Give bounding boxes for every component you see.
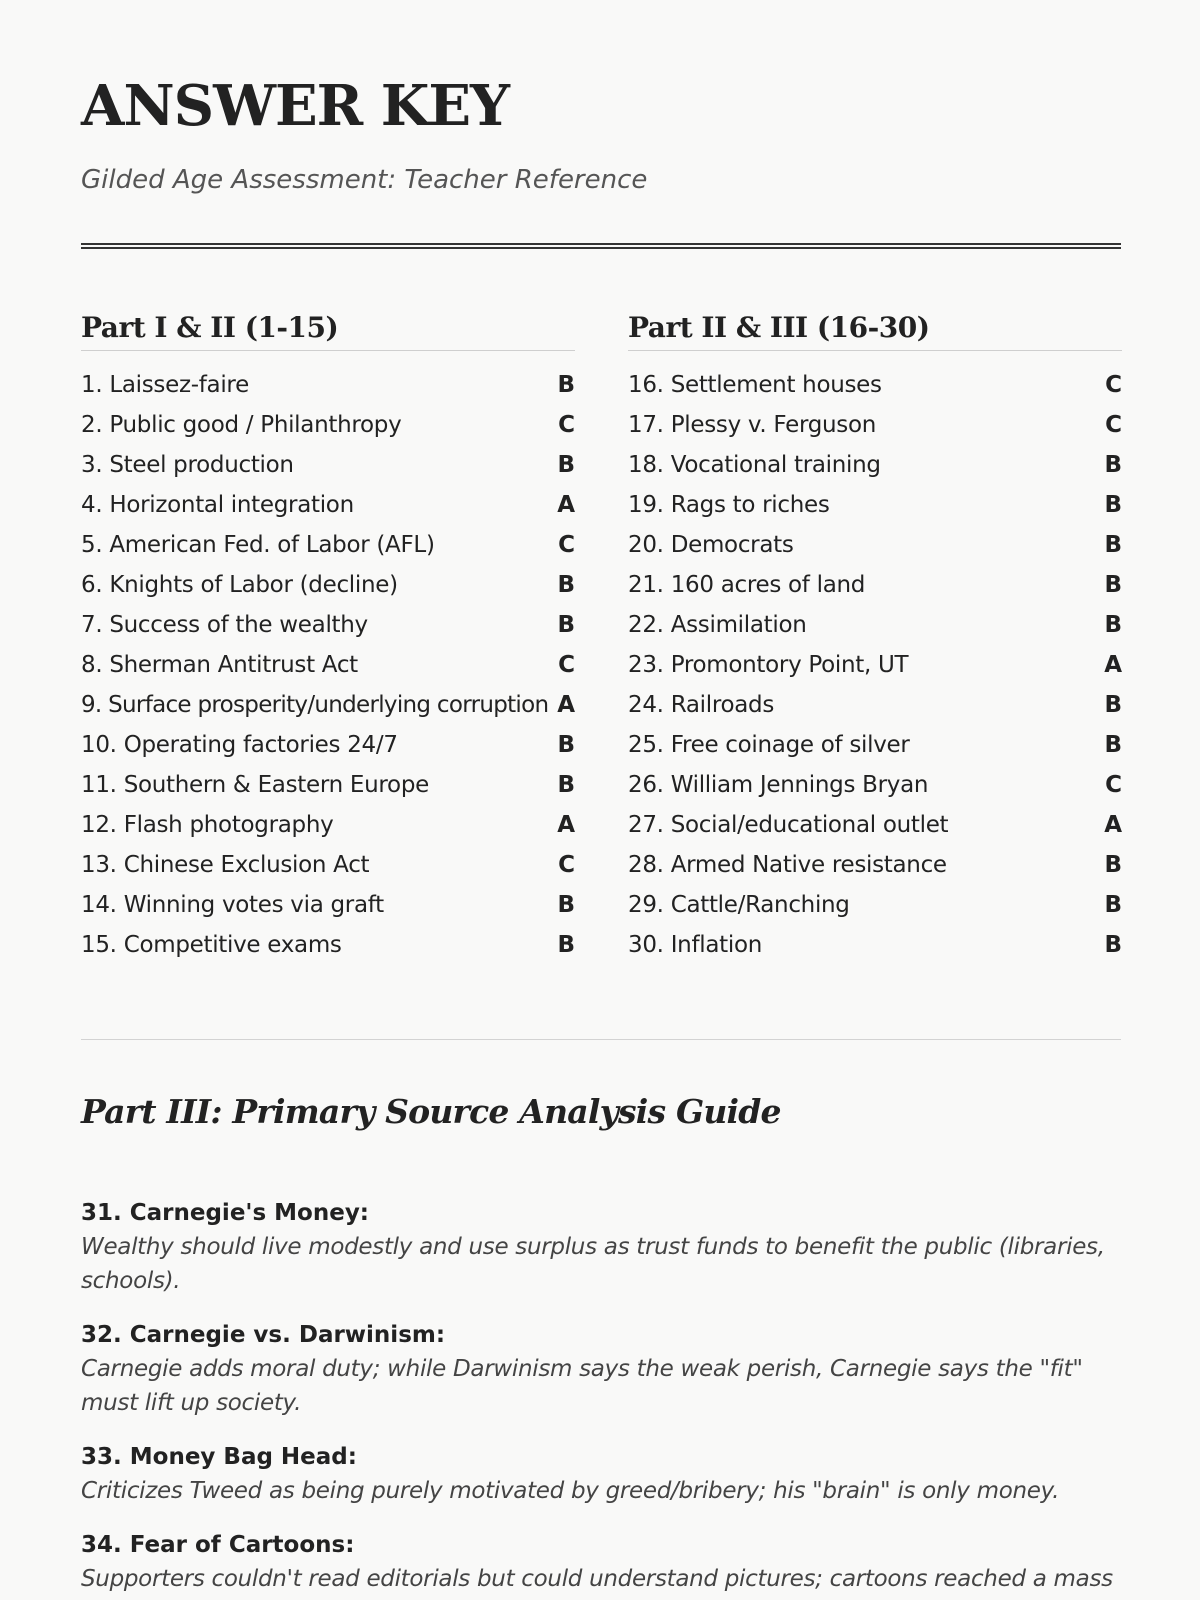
answer-row (81, 805, 575, 845)
guide-item-answer: Carnegie adds moral duty; while Darwinism says the weak perish, Carnegie says the "fit" must lift up society. (81, 1356, 1083, 1416)
answer-question: 2. Public good / Philanthropy (81, 412, 402, 438)
answer-letter: A (1104, 812, 1122, 838)
answer-letter: C (558, 412, 575, 438)
answer-row (628, 925, 1122, 965)
answer-row (628, 805, 1122, 845)
answer-question: 19. Rags to riches (628, 492, 830, 518)
answer-letter: B (1104, 612, 1122, 638)
answer-list (81, 365, 575, 965)
answer-row (628, 725, 1122, 765)
answer-letter: B (557, 612, 575, 638)
answer-letter: B (1104, 852, 1122, 878)
answer-row (628, 565, 1122, 605)
answer-letter: C (558, 532, 575, 558)
answer-row (628, 765, 1122, 805)
guide-item-heading: 34. Fear of Cartoons: (81, 1532, 355, 1558)
answer-letter: B (1104, 572, 1122, 598)
answer-question: 5. American Fed. of Labor (AFL) (81, 532, 435, 558)
answer-row (628, 645, 1122, 685)
guide-item-answer: Criticizes Tweed as being purely motivated by greed/bribery; his "brain" is only money. (81, 1478, 1060, 1504)
answer-question: 21. 160 acres of land (628, 572, 866, 598)
answer-letter: B (557, 932, 575, 958)
answer-question: 11. Southern & Eastern Europe (81, 772, 429, 798)
answer-letter: C (1105, 412, 1122, 438)
section-title: Part III: Primary Source Analysis Guide (81, 1092, 781, 1131)
answer-letter: B (1104, 692, 1122, 718)
answer-question: 23. Promontory Point, UT (628, 652, 909, 678)
answers-column-left (81, 306, 575, 965)
answer-letter: B (557, 772, 575, 798)
guide-item (81, 1440, 1121, 1508)
answer-row (628, 885, 1122, 925)
answer-question: 16. Settlement houses (628, 372, 882, 398)
answer-row (81, 365, 575, 405)
answer-letter: C (558, 652, 575, 678)
answer-letter: C (558, 852, 575, 878)
answers-column-right (628, 306, 1122, 965)
answer-row (628, 445, 1122, 485)
answer-row (628, 485, 1122, 525)
answer-letter: C (1105, 772, 1122, 798)
answer-row (81, 525, 575, 565)
answer-letter: C (1105, 372, 1122, 398)
guide-item-answer: Supporters couldn't read editorials but could understand pictures; cartoons reached a mass (81, 1566, 1113, 1592)
answer-letter: A (557, 692, 575, 718)
answer-question: 8. Sherman Antitrust Act (81, 652, 358, 678)
answer-question: 27. Social/educational outlet (628, 812, 949, 838)
answer-question: 15. Competitive exams (81, 932, 342, 958)
answer-question: 14. Winning votes via graft (81, 892, 384, 918)
answer-question: 26. William Jennings Bryan (628, 772, 929, 798)
section-divider (81, 1039, 1121, 1040)
answer-letter: B (1104, 932, 1122, 958)
answer-letter: B (1104, 532, 1122, 558)
answer-letter: B (1104, 892, 1122, 918)
answer-row (81, 645, 575, 685)
answer-row (81, 445, 575, 485)
page-subtitle: Gilded Age Assessment: Teacher Reference (81, 165, 648, 195)
answer-row (81, 765, 575, 805)
answer-letter: B (1104, 452, 1122, 478)
answer-row (628, 525, 1122, 565)
answer-letter: A (1104, 652, 1122, 678)
answer-question: 7. Success of the wealthy (81, 612, 368, 638)
answer-question: 4. Horizontal integration (81, 492, 354, 518)
answer-letter: B (557, 572, 575, 598)
answer-row (81, 685, 575, 725)
answer-list (628, 365, 1122, 965)
header-divider (81, 243, 1121, 249)
guide-item-heading: 31. Carnegie's Money: (81, 1200, 370, 1226)
answer-row (81, 885, 575, 925)
answer-letter: B (557, 732, 575, 758)
answer-letter: B (1104, 492, 1122, 518)
guide-item-answer: Wealthy should live modestly and use surplus as trust funds to benefit the public (libraries, schools). (81, 1234, 1105, 1294)
answer-question: 3. Steel production (81, 452, 294, 478)
answer-question: 6. Knights of Labor (decline) (81, 572, 398, 598)
answer-row (628, 685, 1122, 725)
page-title: ANSWER KEY (81, 73, 510, 139)
guide-item (81, 1196, 1121, 1298)
answer-row (81, 565, 575, 605)
column-heading: Part II & III (16-30) (628, 306, 1122, 351)
answer-letter: B (557, 452, 575, 478)
answer-row (81, 925, 575, 965)
answer-row (628, 405, 1122, 445)
answer-letter: B (557, 892, 575, 918)
analysis-guide (81, 1196, 1121, 1600)
answer-question: 30. Inflation (628, 932, 762, 958)
guide-item (81, 1528, 1121, 1596)
answer-row (81, 605, 575, 645)
answer-question: 20. Democrats (628, 532, 794, 558)
column-heading: Part I & II (1-15) (81, 306, 575, 351)
answer-question: 25. Free coinage of silver (628, 732, 910, 758)
answer-row (81, 405, 575, 445)
answer-question: 13. Chinese Exclusion Act (81, 852, 370, 878)
answer-letter: B (557, 372, 575, 398)
answer-question: 10. Operating factories 24/7 (81, 732, 398, 758)
guide-item-heading: 33. Money Bag Head: (81, 1444, 357, 1470)
answer-letter: A (557, 492, 575, 518)
guide-item (81, 1318, 1121, 1420)
guide-item-heading: 32. Carnegie vs. Darwinism: (81, 1322, 446, 1348)
answer-letter: A (557, 812, 575, 838)
answer-row (81, 845, 575, 885)
answer-question: 29. Cattle/Ranching (628, 892, 850, 918)
answer-question: 12. Flash photography (81, 812, 334, 838)
answer-row (81, 725, 575, 765)
answer-question: 9. Surface prosperity/underlying corruption (81, 692, 549, 718)
answer-row (628, 845, 1122, 885)
answer-question: 18. Vocational training (628, 452, 881, 478)
answer-row (628, 365, 1122, 405)
answer-letter: B (1104, 732, 1122, 758)
answer-row (628, 605, 1122, 645)
answer-question: 1. Laissez-faire (81, 372, 249, 398)
answer-question: 24. Railroads (628, 692, 775, 718)
answer-question: 28. Armed Native resistance (628, 852, 947, 878)
answer-question: 22. Assimilation (628, 612, 807, 638)
answer-question: 17. Plessy v. Ferguson (628, 412, 877, 438)
answer-row (81, 485, 575, 525)
